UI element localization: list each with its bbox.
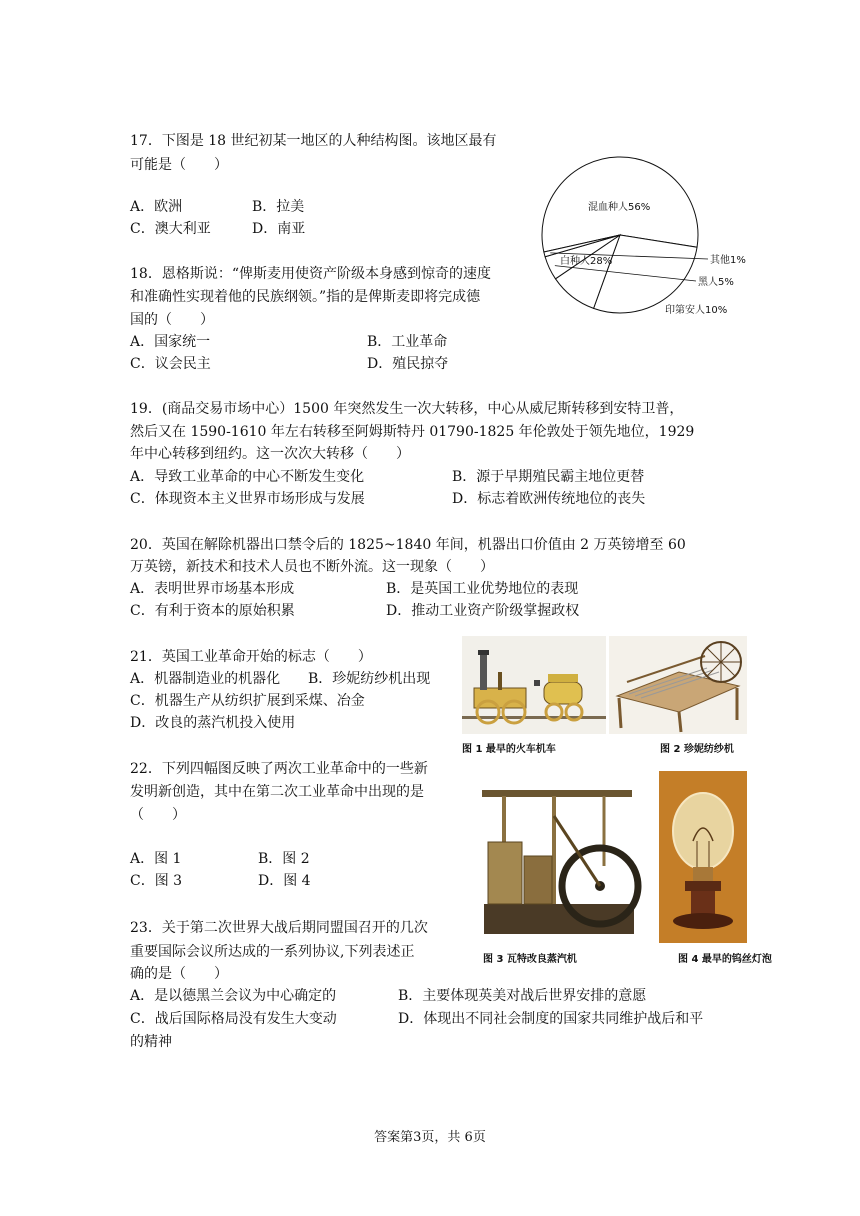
q19-option-a: A．导致工业革命的中心不断发生变化 [130,469,365,485]
pie-label-3: 黑人5% [698,277,734,288]
figure-3-caption: 图 3 瓦特改良蒸汽机 [483,954,577,965]
q18-option-b: B．工业革命 [367,334,448,350]
pie-label-1: 白种人28% [560,256,613,267]
q19-line-1: 19．(商品交易市场中心）1500 年突然发生一次大转移，中心从威尼斯转移到安特卫普， [130,401,684,417]
q23-option-d-tail: 的精神 [130,1034,172,1050]
q18-option-c: C．议会民主 [130,356,211,372]
q19-line-3: 年中心转移到纽约。这一次次大转移（ ） [130,446,410,462]
q21-option-a: A．机器制造业的机器化 [130,671,281,687]
q20-option-d: D．推动工业资产阶级掌握政权 [386,603,580,619]
q22-line-1: 22．下列四幅图反映了两次工业革命中的一些新 [130,761,428,777]
q18-line-2: 和准确性实现着他的民族纲领。”指的是俾斯麦即将完成德 [130,289,481,305]
q18-option-a: A．国家统一 [130,334,211,350]
q17-option-b: B．拉美 [252,199,305,215]
pie-label-4: 其他1% [710,255,746,266]
q19-line-2: 然后又在 1590-1610 年左右转移至阿姆斯特丹 01790-1825 年伦敦处于领先地位，1929 [130,424,695,440]
q20-option-c: C．有利于资本的原始积累 [130,603,295,619]
q22-option-a: A．图 1 [130,851,182,867]
q17-line-2: 可能是（ ） [130,157,228,173]
q22-option-c: C．图 3 [130,873,183,889]
q21-option-c: C．机器生产从纺织扩展到采煤、冶金 [130,693,365,709]
spinning-jenny-icon [609,636,747,734]
q23-option-d: D．体现出不同社会制度的国家共同维护战后和平 [398,1011,704,1027]
q22-line-3: （ ） [130,807,186,823]
q21-line-1: 21．英国工业革命开始的标志（ ） [130,649,372,665]
q20-option-a: A．表明世界市场基本形成 [130,581,295,597]
q18-line-3: 国的（ ） [130,312,214,328]
q20-line-2: 万英镑，新技术和技术人员也不断外流。这一现象（ ） [130,559,494,575]
figure-4-tungsten-bulb [659,771,747,943]
q23-line-2: 重要国际会议所达成的一系列协议,下列表述正 [130,944,415,960]
q17-option-a: A．欧洲 [130,199,183,215]
figure-1-caption: 图 1 最早的火车机车 [462,744,556,755]
figure-2-caption: 图 2 珍妮纺纱机 [660,744,734,755]
q17-line-1: 17．下图是 18 世纪初某一地区的人种结构图。该地区最有 [130,133,497,149]
q19-option-c: C．体现资本主义世界市场形成与发展 [130,491,365,507]
pie-label-2: 印第安人10% [665,305,728,316]
q21-option-d: D．改良的蒸汽机投入使用 [130,715,296,731]
figure-1-locomotive [462,636,606,734]
population-pie-chart [530,140,770,330]
q22-line-2: 发明新创造，其中在第二次工业革命中出现的是 [130,784,424,800]
q23-line-3: 确的是（ ） [130,966,228,982]
locomotive-icon [462,636,606,734]
q22-option-d: D．图 4 [258,873,311,889]
figure-3-steam-engine [474,776,644,940]
q17-option-d: D．南亚 [252,221,306,237]
q19-option-d: D．标志着欧洲传统地位的丧失 [452,491,646,507]
light-bulb-icon [659,771,747,943]
page-footer: 答案第3页，共 6页 [374,1130,486,1145]
q23-option-b: B．主要体现英美对战后世界安排的意愿 [398,988,647,1004]
q21-option-b: B．珍妮纺纱机出现 [308,671,431,687]
q18-option-d: D．殖民掠夺 [367,356,449,372]
q22-option-b: B．图 2 [258,851,310,867]
q19-option-b: B．源于早期殖民霸主地位更替 [452,469,645,485]
q18-line-1: 18．恩格斯说：“俾斯麦用使资产阶级本身感到惊奇的速度 [130,266,491,282]
q23-option-c: C．战后国际格局没有发生大变动 [130,1011,337,1027]
steam-engine-icon [474,776,644,940]
pie-label-0: 混血种人56% [588,202,651,213]
q20-line-1: 20．英国在解除机器出口禁令后的 1825~1840 年间，机器出口价值由 2 万英镑增至 60 [130,537,686,553]
q17-option-c: C．澳大利亚 [130,221,211,237]
figure-2-spinning-jenny [609,636,747,734]
q23-option-a: A．是以德黑兰会议为中心确定的 [130,988,337,1004]
q20-option-b: B．是英国工业优势地位的表现 [386,581,579,597]
figure-4-caption: 图 4 最早的钨丝灯泡 [678,954,772,965]
q23-line-1: 23．关于第二次世界大战后期同盟国召开的几次 [130,920,428,936]
